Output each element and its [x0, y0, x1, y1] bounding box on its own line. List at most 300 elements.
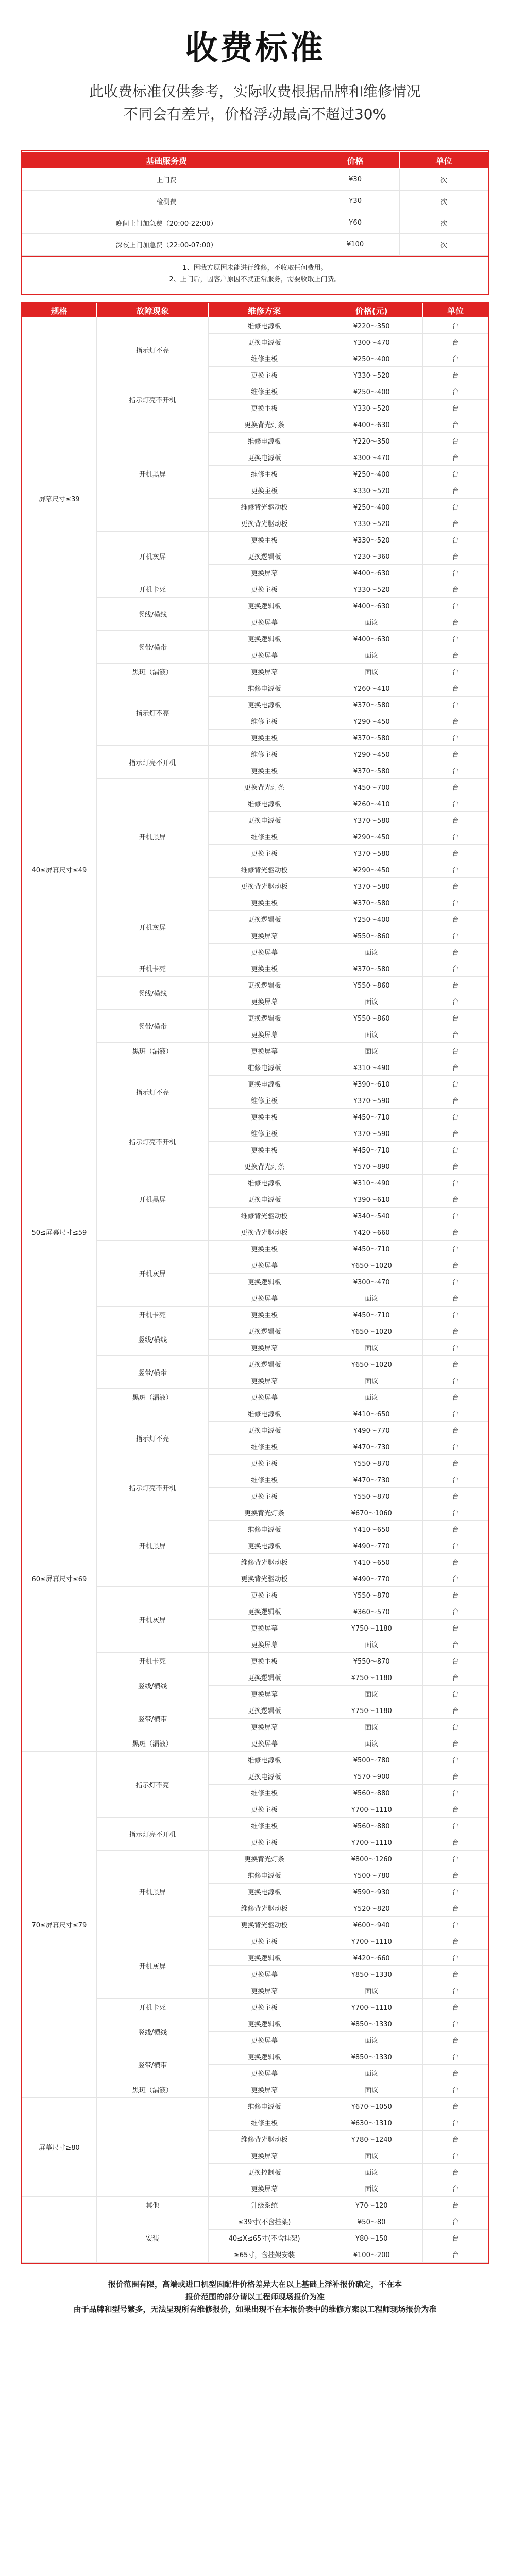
unit-cell: 台: [423, 977, 488, 993]
price-row: [22, 2098, 488, 2114]
fault-cell: 竖带/横带: [96, 1010, 208, 1043]
basic-service-name: 上门费: [22, 169, 311, 191]
fault-cell: 黑斑（漏液）: [96, 664, 208, 680]
unit-cell: 台: [423, 1323, 488, 1340]
price-row: [22, 1059, 488, 1076]
unit-cell: 台: [423, 1158, 488, 1175]
price-cell: ¥410～650: [320, 1405, 423, 1422]
solution-cell: 更换电源板: [208, 1422, 320, 1438]
solution-cell: 更换电源板: [208, 1884, 320, 1900]
unit-cell: 台: [423, 1422, 488, 1438]
basic-fee-row: [22, 191, 488, 212]
unit-cell: 台: [423, 713, 488, 730]
price-cell: 面议: [320, 1982, 423, 1999]
price-cell: ¥470～730: [320, 1471, 423, 1488]
price-row: [22, 1405, 488, 1422]
fault-cell: 开机灰屏: [96, 532, 208, 581]
price-row: [22, 317, 488, 334]
unit-cell: 台: [423, 1818, 488, 1834]
price-cell: 面议: [320, 614, 423, 631]
solution-cell: 更换背光灯条: [208, 1504, 320, 1521]
solution-cell: ≤39寸(不含挂架): [208, 2213, 320, 2230]
solution-cell: 更换逻辑板: [208, 2015, 320, 2032]
fault-cell: 开机黑屏: [96, 416, 208, 532]
unit-cell: 台: [423, 1768, 488, 1785]
solution-cell: 更换逻辑板: [208, 2048, 320, 2065]
solution-cell: 维修主板: [208, 1438, 320, 1455]
basic-fee-row: [22, 169, 488, 191]
solution-cell: 更换屏幕: [208, 2065, 320, 2081]
price-cell: ¥500～780: [320, 1752, 423, 1768]
unit-cell: 台: [423, 1257, 488, 1274]
price-cell: ¥370～580: [320, 730, 423, 746]
solution-cell: 更换主板: [208, 367, 320, 383]
solution-cell: 更换逻辑板: [208, 1950, 320, 1966]
solution-cell: 更换背光灯条: [208, 1158, 320, 1175]
solution-cell: 更换屏幕: [208, 2147, 320, 2164]
price-cell: ¥470～730: [320, 1438, 423, 1455]
basic-service-price: ¥30: [311, 191, 400, 212]
fault-cell: 开机卡死: [96, 1999, 208, 2015]
solution-cell: 更换主板: [208, 1587, 320, 1603]
solution-cell: 维修背光驱动板: [208, 2131, 320, 2147]
solution-cell: 维修背光驱动板: [208, 1554, 320, 1570]
price-cell: ¥450～710: [320, 1142, 423, 1158]
price-cell: ¥650～1020: [320, 1257, 423, 1274]
price-cell: ¥340～540: [320, 1208, 423, 1224]
solution-cell: 更换屏幕: [208, 1290, 320, 1307]
basic-header-service: 基础服务费: [22, 152, 311, 169]
repair-price-table: [22, 303, 488, 2263]
solution-cell: ≥65寸，含挂架安装: [208, 2246, 320, 2263]
fault-cell: 竖线/横线: [96, 1669, 208, 1702]
price-cell: ¥260～410: [320, 795, 423, 812]
page-title: 收费标准: [185, 29, 325, 67]
fault-cell: 开机黑屏: [96, 1504, 208, 1587]
solution-cell: 40≤X≤65寸(不含挂架): [208, 2230, 320, 2246]
solution-cell: 维修电源板: [208, 317, 320, 334]
unit-cell: 台: [423, 1653, 488, 1669]
price-cell: ¥410～650: [320, 1521, 423, 1537]
solution-cell: 更换主板: [208, 1488, 320, 1504]
solution-cell: 维修电源板: [208, 1175, 320, 1191]
price-cell: 面议: [320, 647, 423, 664]
fault-cell: 黑斑（漏液）: [96, 1043, 208, 1059]
unit-cell: 台: [423, 515, 488, 532]
solution-cell: 更换主板: [208, 894, 320, 911]
fault-cell: 指示灯亮不开机: [96, 1125, 208, 1158]
footer-line-2: 报价范围的部分请以工程师现场报价为准: [185, 2292, 325, 2301]
solution-cell: 更换逻辑板: [208, 1702, 320, 1719]
solution-cell: 维修电源板: [208, 680, 320, 697]
price-row: [22, 2197, 488, 2213]
price-cell: 面议: [320, 1735, 423, 1752]
fault-cell: [96, 2098, 208, 2197]
solution-cell: 更换电源板: [208, 1768, 320, 1785]
fault-cell: 竖带/横带: [96, 2048, 208, 2081]
solution-cell: 更换电源板: [208, 1537, 320, 1554]
price-cell: ¥330～520: [320, 367, 423, 383]
spec-cell: 50≤屏幕尺寸≤59: [22, 1059, 97, 1405]
solution-cell: 维修背光驱动板: [208, 861, 320, 878]
unit-cell: 台: [423, 2114, 488, 2131]
solution-cell: 更换主板: [208, 1109, 320, 1125]
solution-cell: 更换主板: [208, 1455, 320, 1471]
unit-cell: 台: [423, 334, 488, 350]
price-cell: ¥370～580: [320, 894, 423, 911]
solution-cell: 更换屏幕: [208, 1735, 320, 1752]
unit-cell: 台: [423, 1735, 488, 1752]
fault-cell: 指示灯亮不开机: [96, 1818, 208, 1851]
fault-cell: 开机卡死: [96, 960, 208, 977]
solution-cell: 维修电源板: [208, 1521, 320, 1537]
fault-cell: 开机黑屏: [96, 779, 208, 894]
fault-cell: 指示灯亮不开机: [96, 1471, 208, 1504]
price-cell: ¥330～520: [320, 532, 423, 548]
unit-cell: 台: [423, 350, 488, 367]
solution-cell: 更换屏幕: [208, 2180, 320, 2197]
price-cell: ¥550～860: [320, 977, 423, 993]
solution-cell: 维修主板: [208, 713, 320, 730]
solution-cell: 更换电源板: [208, 697, 320, 713]
price-cell: ¥400～630: [320, 598, 423, 614]
basic-fee-header-row: [22, 152, 488, 169]
price-cell: ¥550～870: [320, 1455, 423, 1471]
solution-cell: 更换屏幕: [208, 1966, 320, 1982]
price-cell: ¥550～860: [320, 1010, 423, 1026]
price-cell: 面议: [320, 993, 423, 1010]
unit-cell: 台: [423, 828, 488, 845]
solution-cell: 更换屏幕: [208, 1686, 320, 1702]
price-cell: ¥450～710: [320, 1307, 423, 1323]
basic-service-name: 深夜上门加急费（22:00-07:00）: [22, 234, 311, 256]
unit-cell: 台: [423, 1785, 488, 1801]
unit-cell: 台: [423, 1488, 488, 1504]
solution-cell: 更换逻辑板: [208, 1010, 320, 1026]
price-cell: ¥400～630: [320, 416, 423, 433]
subtitle-line-1: 此收费标准仅供参考，实际收费根据品牌和维修情况: [89, 83, 421, 100]
price-cell: 面议: [320, 1290, 423, 1307]
basic-service-unit: 次: [400, 234, 488, 256]
footer-line-3: 由于品牌和型号繁多，无法呈现所有维修报价，如果出现不在本报价表中的维修方案以工程师现场报价为准: [73, 2304, 437, 2314]
unit-cell: 台: [423, 548, 488, 565]
unit-cell: 台: [423, 2213, 488, 2230]
solution-cell: 更换主板: [208, 1933, 320, 1950]
unit-cell: 台: [423, 1224, 488, 1241]
price-cell: ¥290～450: [320, 713, 423, 730]
unit-cell: 台: [423, 1076, 488, 1092]
unit-cell: 台: [423, 1966, 488, 1982]
unit-cell: 台: [423, 1587, 488, 1603]
price-cell: ¥220～350: [320, 317, 423, 334]
unit-cell: 台: [423, 1307, 488, 1323]
unit-cell: 台: [423, 1702, 488, 1719]
unit-cell: 台: [423, 433, 488, 449]
price-cell: ¥550～860: [320, 927, 423, 944]
solution-cell: 更换主板: [208, 1999, 320, 2015]
price-cell: 面议: [320, 1389, 423, 1405]
subtitle-line-2: 不同会有差异，价格浮动最高不超过30%: [123, 106, 387, 123]
price-cell: ¥70～120: [320, 2197, 423, 2213]
price-cell: ¥300～470: [320, 449, 423, 466]
unit-cell: 台: [423, 1950, 488, 1966]
unit-cell: 台: [423, 697, 488, 713]
header-unit: 单位: [423, 303, 488, 317]
basic-fee-box: [21, 150, 489, 295]
solution-cell: 更换屏幕: [208, 1636, 320, 1653]
unit-cell: 台: [423, 1752, 488, 1768]
price-cell: 面议: [320, 2180, 423, 2197]
price-cell: ¥370～580: [320, 845, 423, 861]
solution-cell: 维修主板: [208, 1092, 320, 1109]
unit-cell: 台: [423, 779, 488, 795]
unit-cell: 台: [423, 1438, 488, 1455]
spec-cell: 60≤屏幕尺寸≤69: [22, 1405, 97, 1752]
unit-cell: 台: [423, 894, 488, 911]
price-cell: ¥370～580: [320, 960, 423, 977]
unit-cell: 台: [423, 631, 488, 647]
spec-cell: 40≤屏幕尺寸≤49: [22, 680, 97, 1059]
solution-cell: 维修背光驱动板: [208, 499, 320, 515]
price-cell: ¥330～520: [320, 515, 423, 532]
unit-cell: 台: [423, 1884, 488, 1900]
solution-cell: 更换主板: [208, 1801, 320, 1818]
footer-line-1: 报价范围有限，高端或进口机型因配件价格差异大在以上基础上浮补报价确定，不在本: [108, 2280, 402, 2289]
price-row: [22, 1752, 488, 1768]
basic-service-price: ¥100: [311, 234, 400, 256]
unit-cell: 台: [423, 2147, 488, 2164]
basic-service-unit: 次: [400, 191, 488, 212]
unit-cell: 台: [423, 680, 488, 697]
price-cell: ¥300～470: [320, 1274, 423, 1290]
price-cell: 面议: [320, 1026, 423, 1043]
unit-cell: 台: [423, 730, 488, 746]
fault-cell: 开机灰屏: [96, 1587, 208, 1653]
unit-cell: 台: [423, 1241, 488, 1257]
solution-cell: 更换屏幕: [208, 1372, 320, 1389]
price-cell: ¥420～660: [320, 1224, 423, 1241]
price-cell: 面议: [320, 1340, 423, 1356]
unit-cell: 台: [423, 1554, 488, 1570]
footer-disclaimer: [21, 2278, 489, 2315]
unit-cell: 台: [423, 2131, 488, 2147]
fault-cell: 竖带/横带: [96, 631, 208, 664]
solution-cell: 更换电源板: [208, 1191, 320, 1208]
price-cell: ¥670～1060: [320, 1504, 423, 1521]
solution-cell: 更换屏幕: [208, 1719, 320, 1735]
solution-cell: 更换主板: [208, 1142, 320, 1158]
unit-cell: 台: [423, 581, 488, 598]
unit-cell: 台: [423, 2230, 488, 2246]
fault-cell: 竖线/横线: [96, 598, 208, 631]
unit-cell: 台: [423, 2065, 488, 2081]
unit-cell: 台: [423, 1405, 488, 1422]
price-cell: ¥650～1020: [320, 1323, 423, 1340]
solution-cell: 更换屏幕: [208, 1389, 320, 1405]
fault-cell: 指示灯不亮: [96, 680, 208, 746]
price-cell: ¥290～450: [320, 828, 423, 845]
solution-cell: 更换电源板: [208, 334, 320, 350]
price-cell: ¥360～570: [320, 1603, 423, 1620]
basic-header-price: 价格: [311, 152, 400, 169]
solution-cell: 更换主板: [208, 762, 320, 779]
price-cell: ¥500～780: [320, 1867, 423, 1884]
solution-cell: 更换背光驱动板: [208, 1570, 320, 1587]
price-cell: ¥560～880: [320, 1818, 423, 1834]
fault-cell: 竖线/横线: [96, 1323, 208, 1356]
unit-cell: 台: [423, 861, 488, 878]
price-cell: ¥100～200: [320, 2246, 423, 2263]
solution-cell: 更换逻辑板: [208, 1274, 320, 1290]
solution-cell: 升级系统: [208, 2197, 320, 2213]
solution-cell: 维修电源板: [208, 433, 320, 449]
price-cell: ¥700～1110: [320, 1933, 423, 1950]
unit-cell: 台: [423, 664, 488, 680]
price-cell: 面议: [320, 1043, 423, 1059]
price-cell: ¥630～1310: [320, 2114, 423, 2131]
price-cell: ¥550～870: [320, 1653, 423, 1669]
price-cell: ¥250～400: [320, 383, 423, 400]
unit-cell: 台: [423, 2246, 488, 2263]
price-cell: ¥850～1330: [320, 2048, 423, 2065]
basic-service-price: ¥60: [311, 212, 400, 234]
unit-cell: 台: [423, 878, 488, 894]
price-cell: ¥550～870: [320, 1488, 423, 1504]
solution-cell: 更换电源板: [208, 449, 320, 466]
unit-cell: 台: [423, 2032, 488, 2048]
price-cell: ¥700～1110: [320, 1999, 423, 2015]
price-cell: ¥300～470: [320, 334, 423, 350]
solution-cell: 更换主板: [208, 845, 320, 861]
unit-cell: 台: [423, 598, 488, 614]
price-cell: ¥700～1110: [320, 1834, 423, 1851]
solution-cell: 维修背光驱动板: [208, 1208, 320, 1224]
unit-cell: 台: [423, 383, 488, 400]
unit-cell: 台: [423, 1636, 488, 1653]
price-cell: 面议: [320, 664, 423, 680]
fault-cell: 竖带/横带: [96, 1702, 208, 1735]
price-cell: ¥370～590: [320, 1092, 423, 1109]
basic-service-unit: 次: [400, 169, 488, 191]
unit-cell: 台: [423, 1208, 488, 1224]
unit-cell: 台: [423, 1537, 488, 1554]
solution-cell: 更换屏幕: [208, 927, 320, 944]
basic-fee-notes: [22, 256, 488, 294]
unit-cell: 台: [423, 1340, 488, 1356]
price-cell: ¥450～700: [320, 779, 423, 795]
solution-cell: 维修主板: [208, 828, 320, 845]
unit-cell: 台: [423, 1455, 488, 1471]
unit-cell: 台: [423, 1043, 488, 1059]
price-cell: ¥490～770: [320, 1422, 423, 1438]
solution-cell: 更换屏幕: [208, 565, 320, 581]
price-cell: ¥370～580: [320, 697, 423, 713]
unit-cell: 台: [423, 466, 488, 482]
solution-cell: 更换逻辑板: [208, 631, 320, 647]
unit-cell: 台: [423, 1669, 488, 1686]
solution-cell: 维修主板: [208, 350, 320, 367]
solution-cell: 更换屏幕: [208, 1982, 320, 1999]
price-cell: ¥550～870: [320, 1587, 423, 1603]
price-cell: 面议: [320, 2081, 423, 2098]
solution-cell: 更换屏幕: [208, 944, 320, 960]
fault-cell: 指示灯亮不开机: [96, 746, 208, 779]
solution-cell: 更换逻辑板: [208, 1323, 320, 1340]
unit-cell: 台: [423, 746, 488, 762]
fault-cell: 指示灯不亮: [96, 1059, 208, 1125]
fault-cell: 开机卡死: [96, 1653, 208, 1669]
solution-cell: 更换逻辑板: [208, 1356, 320, 1372]
repair-header-row: [22, 303, 488, 317]
fault-cell: 黑斑（漏液）: [96, 1389, 208, 1405]
repair-price-box: [21, 302, 489, 2264]
solution-cell: 维修电源板: [208, 1752, 320, 1768]
price-cell: ¥260～410: [320, 680, 423, 697]
spec-cell: 屏幕尺寸≥80: [22, 2098, 97, 2197]
unit-cell: 台: [423, 1999, 488, 2015]
unit-cell: 台: [423, 1372, 488, 1389]
basic-header-unit: 单位: [400, 152, 488, 169]
header-fault: 故障现象: [96, 303, 208, 317]
fault-cell: 黑斑（漏液）: [96, 1735, 208, 1752]
note-line-2: 2、上门后，因客户原因不就正常服务，需要收取上门费。: [169, 276, 341, 283]
unit-cell: 台: [423, 614, 488, 631]
unit-cell: 台: [423, 1471, 488, 1488]
solution-cell: 更换逻辑板: [208, 977, 320, 993]
solution-cell: 更换屏幕: [208, 993, 320, 1010]
price-cell: ¥290～450: [320, 861, 423, 878]
unit-cell: 台: [423, 812, 488, 828]
price-cell: ¥310～490: [320, 1175, 423, 1191]
fault-cell: 开机黑屏: [96, 1851, 208, 1933]
price-row: [22, 680, 488, 697]
solution-cell: 更换背光驱动板: [208, 1917, 320, 1933]
unit-cell: 台: [423, 1620, 488, 1636]
solution-cell: 更换屏幕: [208, 647, 320, 664]
price-cell: 面议: [320, 944, 423, 960]
solution-cell: 更换屏幕: [208, 1026, 320, 1043]
unit-cell: 台: [423, 845, 488, 861]
price-cell: ¥330～520: [320, 581, 423, 598]
price-cell: ¥250～400: [320, 350, 423, 367]
price-cell: ¥310～490: [320, 1059, 423, 1076]
unit-cell: 台: [423, 1982, 488, 1999]
solution-cell: 更换逻辑板: [208, 911, 320, 927]
unit-cell: 台: [423, 1026, 488, 1043]
unit-cell: 台: [423, 911, 488, 927]
unit-cell: 台: [423, 1834, 488, 1851]
unit-cell: 台: [423, 2081, 488, 2098]
solution-cell: 维修电源板: [208, 1867, 320, 1884]
price-cell: ¥490～770: [320, 1570, 423, 1587]
spec-cell: 屏幕尺寸≤39: [22, 317, 97, 680]
solution-cell: 更换屏幕: [208, 1257, 320, 1274]
unit-cell: 台: [423, 960, 488, 977]
unit-cell: 台: [423, 1356, 488, 1372]
fault-cell: 开机灰屏: [96, 894, 208, 960]
basic-fee-row: [22, 212, 488, 234]
note-line-1: 1、因我方原因未能进行维修，不收取任何费用。: [182, 264, 328, 272]
solution-cell: 更换控制板: [208, 2164, 320, 2180]
price-cell: ¥420～660: [320, 1950, 423, 1966]
header-solution: 维修方案: [208, 303, 320, 317]
solution-cell: 更换主板: [208, 960, 320, 977]
unit-cell: 台: [423, 532, 488, 548]
solution-cell: 更换主板: [208, 1241, 320, 1257]
price-cell: ¥570～900: [320, 1768, 423, 1785]
solution-cell: 更换屏幕: [208, 2081, 320, 2098]
solution-cell: 维修电源板: [208, 795, 320, 812]
